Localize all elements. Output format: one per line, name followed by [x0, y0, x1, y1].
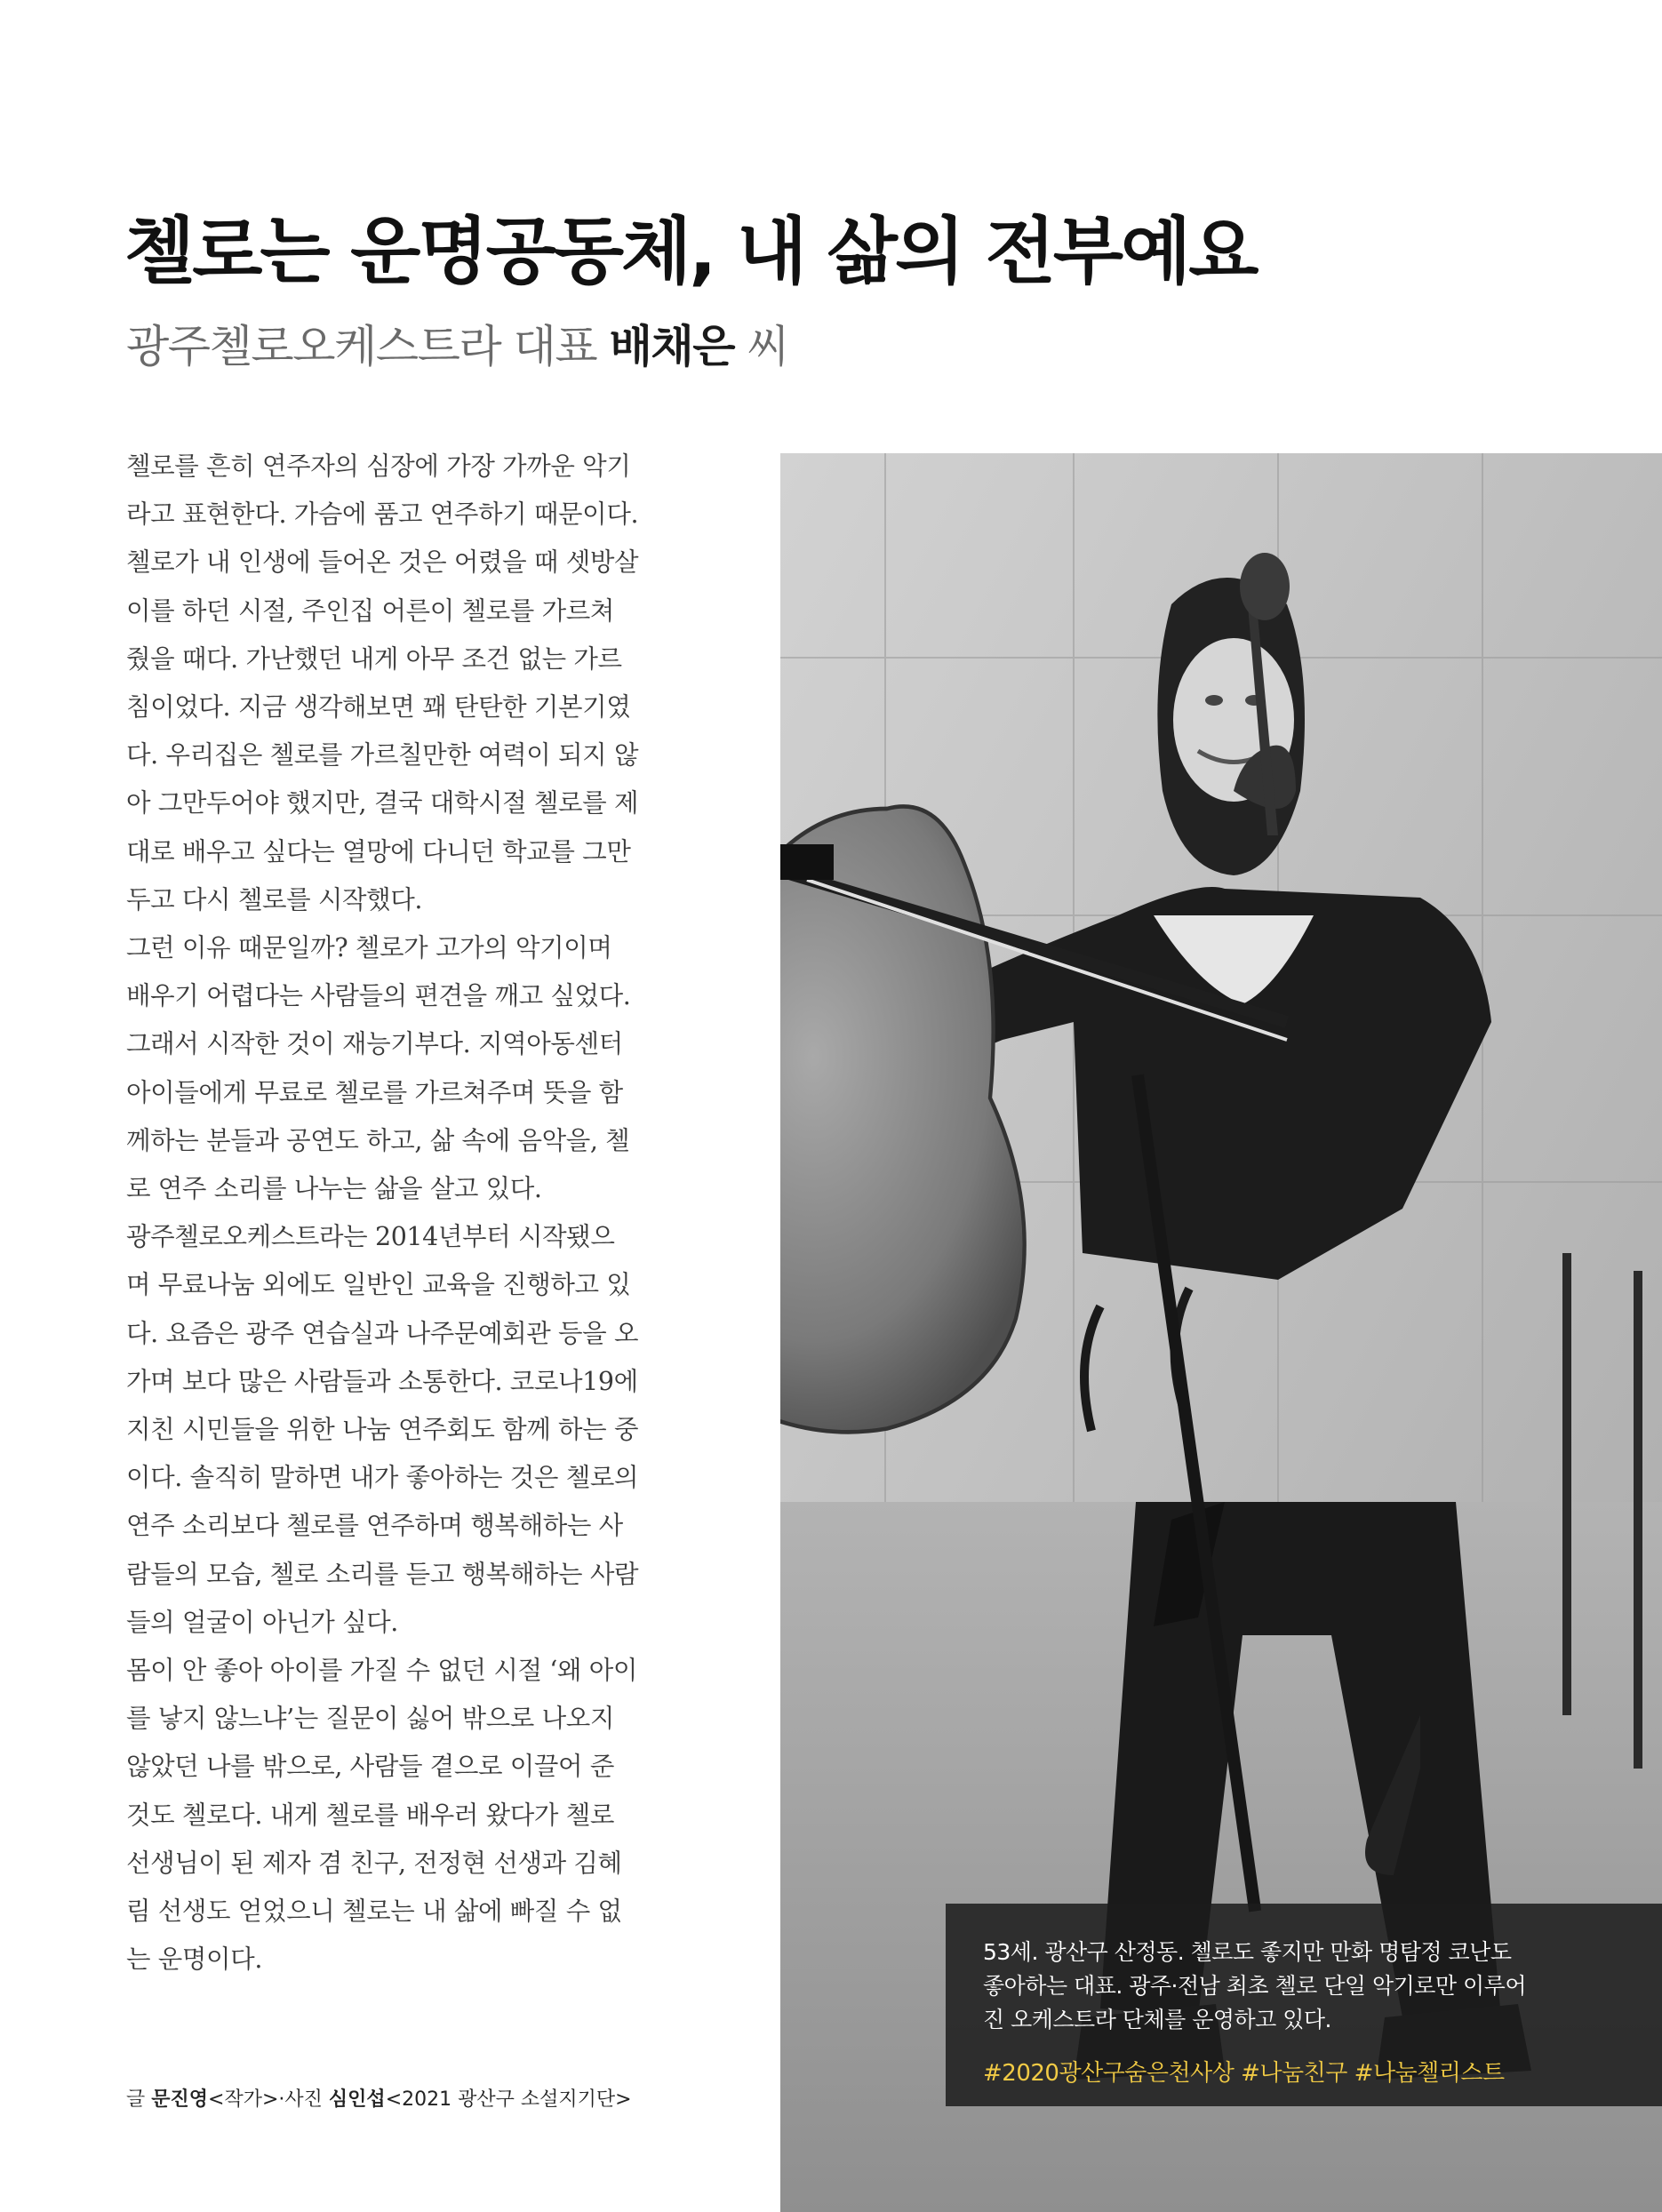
photo-label: 사진	[284, 2088, 323, 2111]
text-line: 연주 소리보다 첼로를 연주하며 행복해하는 사	[126, 1511, 623, 1541]
text-line: 다. 우리집은 첼로를 가르칠만한 여력이 되지 않	[126, 740, 639, 771]
text-line: 대로 배우고 싶다는 열망에 다니던 학교를 그만	[126, 836, 631, 866]
photo-caption	[983, 1936, 1641, 2037]
text-line: 광주첼로오케스트라는 2014년부터 시작됐으	[126, 1222, 615, 1252]
photographer-name: 심인섭	[328, 2088, 386, 2111]
writer-name: 문진영	[151, 2088, 209, 2111]
text-line: 배우기 어렵다는 사람들의 편견을 깨고 싶었다.	[126, 981, 631, 1011]
article-credit	[126, 2084, 632, 2112]
subtitle-role: 광주첼로오케스트라 대표	[126, 321, 597, 372]
text-line: 아 그만두어야 했지만, 결국 대학시절 첼로를 제	[126, 788, 639, 819]
caption-line: 좋아하는 대표. 광주·전남 최초 첼로 단일 악기로만 이루어	[983, 1973, 1526, 1999]
text-line: 이를 하던 시절, 주인집 어른이 첼로를 가르쳐	[126, 595, 614, 626]
photographer-role: <2021 광산구 소설지기단>	[385, 2088, 632, 2111]
text-line: 않았던 나를 밖으로, 사람들 곁으로 이끌어 준	[126, 1752, 614, 1782]
article-subtitle	[126, 311, 788, 375]
text-line: 줬을 때다. 가난했던 내게 아무 조건 없는 가르	[126, 643, 622, 674]
paragraph	[126, 443, 704, 924]
text-line: 첼로가 내 인생에 들어온 것은 어렸을 때 셋방살	[126, 547, 639, 578]
text-line: 로 연주 소리를 나누는 삶을 살고 있다.	[126, 1174, 542, 1204]
article-title: 첼로는 운명공동체, 내 삶의 전부예요	[124, 210, 1257, 294]
text-line: 림 선생도 얻었으니 첼로는 내 삶에 빠질 수 없	[126, 1897, 622, 1927]
paragraph	[126, 1213, 704, 1647]
text-line: 지친 시민들을 위한 나눔 연주회도 함께 하는 중	[126, 1415, 639, 1445]
text-line: 께하는 분들과 공연도 하고, 삶 속에 음악을, 첼	[126, 1125, 630, 1155]
text-line: 침이었다. 지금 생각해보면 꽤 탄탄한 기본기였	[126, 692, 631, 723]
writer-label: 글	[126, 2088, 146, 2111]
paragraph	[126, 1647, 704, 1984]
credit-separator: ·	[278, 2088, 285, 2111]
text-line: 그래서 시작한 것이 재능기부다. 지역아동센터	[126, 1029, 623, 1059]
text-line: 아이들에게 무료로 첼로를 가르쳐주며 뜻을 함	[126, 1077, 623, 1107]
text-line: 두고 다시 첼로를 시작했다.	[126, 884, 423, 914]
article-body	[126, 443, 704, 1984]
text-line: 라고 표현한다. 가슴에 품고 연주하기 때문이다.	[126, 499, 639, 530]
text-line: 다. 요즘은 광주 연습실과 나주문예회관 등을 오	[126, 1318, 639, 1348]
text-line: 를 낳지 않느냐’는 질문이 싫어 밖으로 나오지	[126, 1704, 614, 1734]
text-line: 며 무료나눔 외에도 일반인 교육을 진행하고 있	[126, 1270, 631, 1300]
text-line: 몸이 안 좋아 아이를 가질 수 없던 시절 ‘왜 아이	[126, 1656, 637, 1686]
subtitle-name: 배채은	[609, 321, 735, 372]
text-line: 선생님이 된 제자 겸 친구, 전정현 선생과 김혜	[126, 1848, 622, 1878]
writer-role: <작가>	[208, 2088, 279, 2111]
caption-hashtags: #2020광산구숨은천사상 #나눔친구 #나눔첼리스트	[983, 2060, 1505, 2087]
caption-line: 진 오케스트라 단체를 운영하고 있다.	[983, 2007, 1331, 2032]
subtitle-suffix: 씨	[747, 321, 789, 372]
text-line: 는 운명이다.	[126, 1944, 262, 1975]
paragraph	[126, 924, 704, 1213]
text-line: 그런 이유 때문일까? 첼로가 고가의 악기이며	[126, 933, 612, 963]
text-line: 이다. 솔직히 말하면 내가 좋아하는 것은 첼로의	[126, 1463, 639, 1493]
text-line: 첼로를 흔히 연주자의 심장에 가장 가까운 악기	[126, 451, 631, 481]
text-line: 것도 첼로다. 내게 첼로를 배우러 왔다가 첼로	[126, 1800, 614, 1830]
text-line: 가며 보다 많은 사람들과 소통한다. 코로나19에	[126, 1366, 638, 1396]
text-line: 들의 얼굴이 아닌가 싶다.	[126, 1607, 398, 1637]
text-line: 람들의 모습, 첼로 소리를 듣고 행복해하는 사람	[126, 1559, 639, 1589]
caption-line: 53세. 광산구 산정동. 첼로도 좋지만 만화 명탐정 코난도	[983, 1939, 1512, 1965]
